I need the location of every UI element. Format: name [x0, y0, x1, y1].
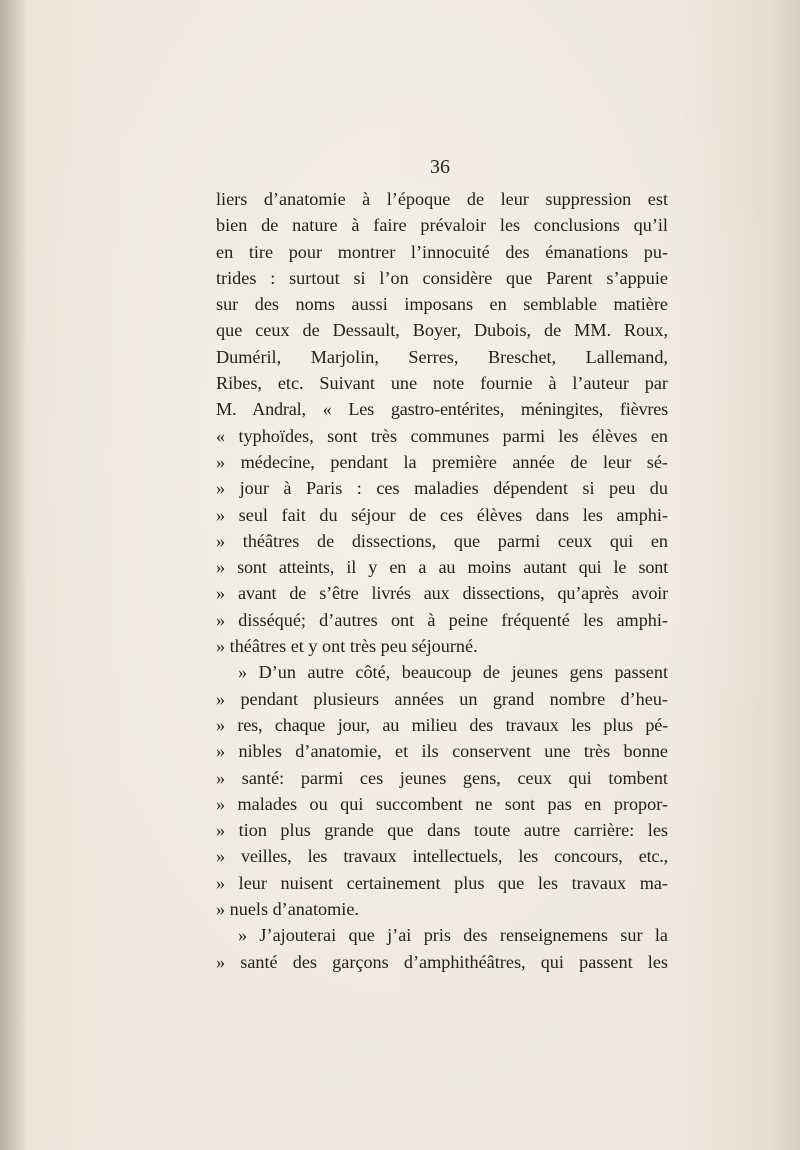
text-line: que ceux de Dessault, Boyer, Dubois, de MM. Roux, — [216, 320, 668, 341]
text-line: Ribes, etc. Suivant une note fournie à l’auteur par — [216, 373, 668, 394]
text-line: » théâtres et y ont très peu séjourné. — [216, 636, 478, 657]
text-line: « typhoïdes, sont très communes parmi les élèves en — [216, 425, 668, 446]
text-line: » disséqué; d’autres ont à peine fréquenté les amphi- — [216, 609, 668, 630]
text-line: » avant de s’être livrés aux dissections, qu’après avoir — [216, 583, 668, 604]
text-line: sur des noms aussi imposans en semblable matière — [216, 294, 668, 315]
text-line: » tion plus grande que dans toute autre carrière: les — [216, 820, 668, 841]
text-line: » jour à Paris : ces maladies dépendent si peu du — [216, 478, 668, 499]
text-line: » santé: parmi ces jeunes gens, ceux qui tombent — [216, 767, 668, 788]
text-line: M. Andral, « Les gastro-entérites, méningites, fièvres — [216, 399, 668, 420]
text-line: » leur nuisent certainement plus que les travaux ma- — [216, 872, 668, 893]
text-line: » J’ajouterai que j’ai pris des renseignemens sur la — [238, 925, 668, 946]
text-line: » res, chaque jour, au milieu des travaux les plus pé- — [216, 714, 668, 735]
text-line: en tire pour montrer l’innocuité des émanations pu- — [216, 241, 668, 262]
body-text — [216, 186, 668, 975]
text-line: » nibles d’anatomie, et ils conservent une très bonne — [216, 741, 668, 762]
text-line: » seul fait du séjour de ces élèves dans les amphi- — [216, 504, 668, 525]
text-line: » médecine, pendant la première année de leur sé- — [216, 451, 668, 472]
text-line: » nuels d’anatomie. — [216, 899, 359, 920]
text-line: » santé des garçons d’amphithéâtres, qui passent les — [216, 951, 668, 972]
text-line: » pendant plusieurs années un grand nombre d’heu- — [216, 688, 668, 709]
page-number: 36 — [430, 156, 450, 178]
text-line: » veilles, les travaux intellectuels, les concours, etc., — [216, 846, 668, 867]
text-line: » D’un autre côté, beaucoup de jeunes gens passent — [238, 662, 668, 683]
text-line: bien de nature à faire prévaloir les conclusions qu’il — [216, 215, 668, 236]
text-line: Duméril, Marjolin, Serres, Breschet, Lallemand, — [216, 346, 668, 367]
text-line: » théâtres de dissections, que parmi ceux qui en — [216, 530, 668, 551]
text-line: » malades ou qui succombent ne sont pas en propor- — [216, 793, 668, 814]
text-line: trides : surtout si l’on considère que Parent s’appuie — [216, 267, 668, 288]
text-line: » sont atteints, il y en a au moins autant qui le sont — [216, 557, 668, 578]
text-line: liers d’anatomie à l’époque de leur suppression est — [216, 189, 668, 209]
